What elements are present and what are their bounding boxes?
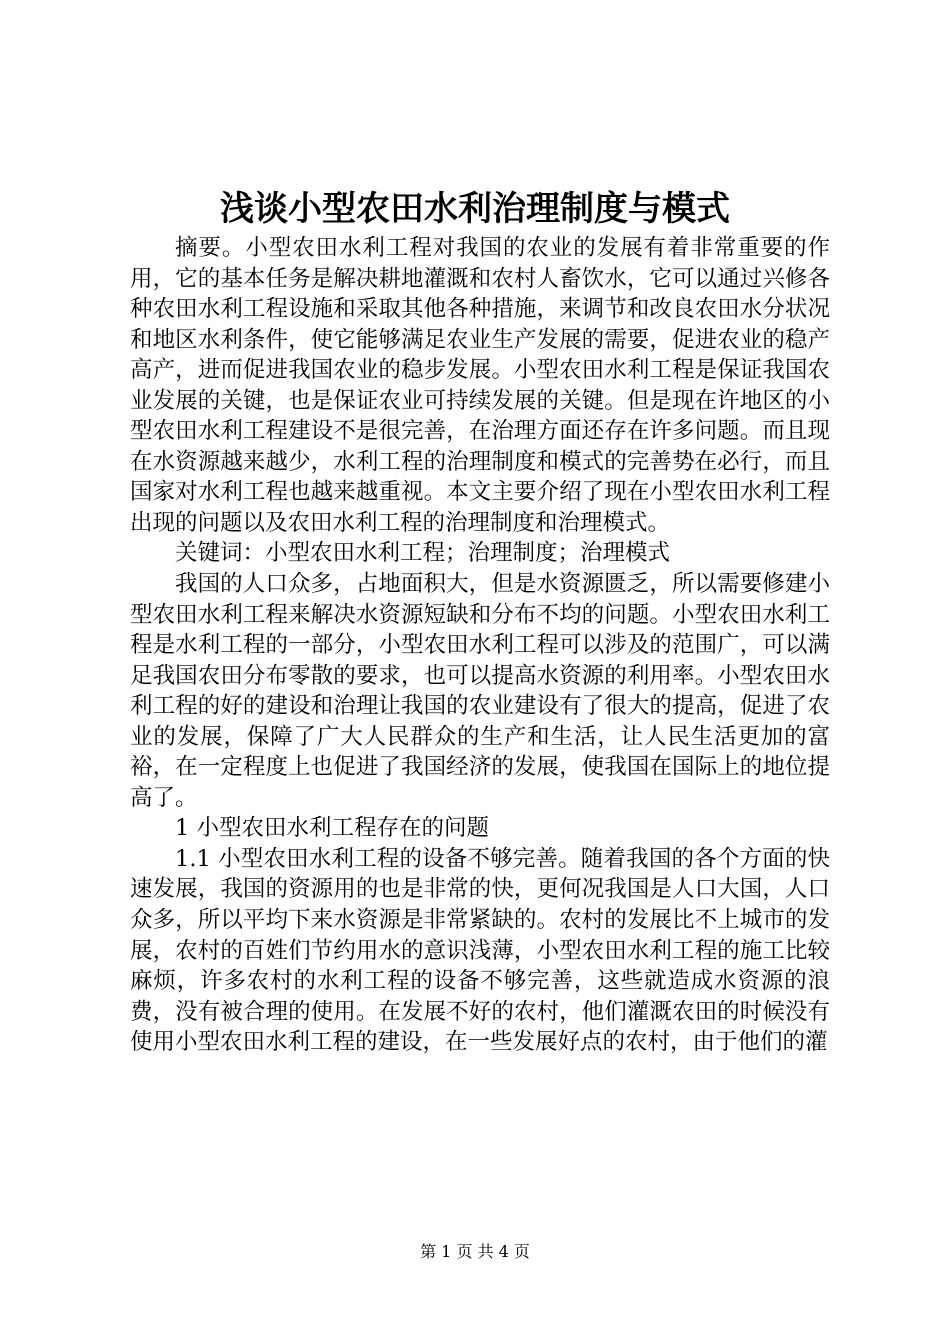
- document-title: 浅谈小型农田水利治理制度与模式: [220, 189, 730, 229]
- subsection-paragraph: 1.1 小型农田水利工程的设备不够完善。随着我国的各个方面的快速发展，我国的资源用的也是非常的快，更何况我国是人口大国，人口众多，所以平均下来水资源是非常紧缺的。农村的发展比不上城市的发展，农村的百姓们节约用水的意识浅薄，小型农田水利工程的施工比较麻烦，许多农村的水利工程的设备不够完善，这些就造成水资源的浪费，没有被合理的使用。在发展不好的农村，他们灌溉农田的时候没有使用小型农田水利工程的建设，在一些发展好点的农村，由于他们的灌: [130, 845, 830, 1056]
- document-body: [130, 233, 830, 1058]
- abstract-paragraph: 摘要。小型农田水利工程对我国的农业的发展有着非常重要的作用，它的基本任务是解决耕地灌溉和农村人畜饮水，它可以通过兴修各种农田水利工程设施和采取其他各种措施，来调节和改良农田水分状况和地区水利条件，使它能够满足农业生产发展的需要，促进农业的稳产高产，进而促进我国农业的稳步发展。小型农田水利工程是保证我国农业发展的关键，也是保证农业可持续发展的关键。但是现在许地区的小型农田水利工程建设不是很完善，在治理方面还存在许多问题。而且现在水资源越来越少，水利工程的治理制度和模式的完善势在必行，而且国家对水利工程也越来越重视。本文主要介绍了现在小型农田水利工程出现的问题以及农田水利工程的治理制度和治理模式。: [130, 235, 830, 536]
- section-heading: 1 小型农田水利工程存在的问题: [175, 815, 489, 842]
- page-footer: 第 1 页 共 4 页: [420, 1242, 530, 1261]
- intro-paragraph: 我国的人口众多，占地面积大，但是水资源匮乏，所以需要修建小型农田水利工程来解决水资源短缺和分布不均的问题。小型农田水利工程是水利工程的一部分，小型农田水利工程可以涉及的范围广，可以满足我国农田分布零散的要求，也可以提高水资源的利用率。小型农田水利工程的好的建设和治理让我国的农业建设有了很大的提高，促进了农业的发展，保障了广大人民群众的生产和生活，让人民生活更加的富裕，在一定程度上也促进了我国经济的发展，使我国在国际上的地位提高了。: [130, 571, 830, 811]
- keywords-line: 关键词：小型农田水利工程；治理制度；治理模式: [175, 540, 671, 567]
